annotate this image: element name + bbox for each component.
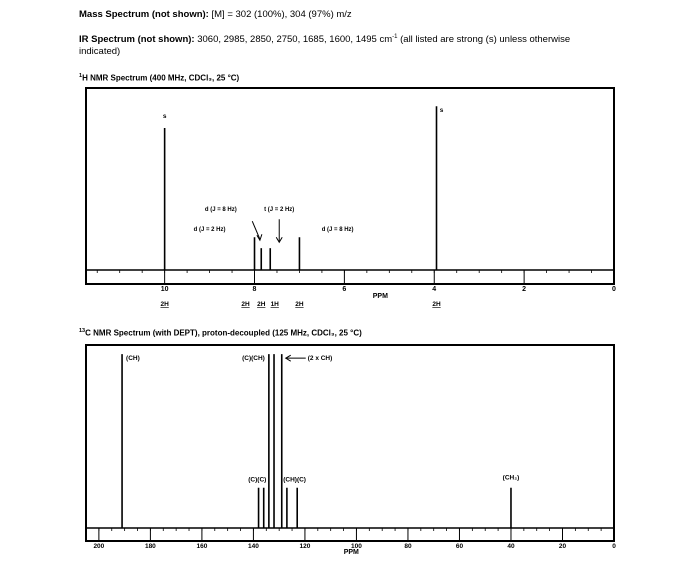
ir-note: (all listed are strong (s) unless otherwise: [397, 34, 571, 46]
ir-spectrum-label: IR Spectrum (not shown):: [79, 34, 195, 46]
hnmr-tick-label: 0: [612, 286, 616, 293]
cnmr-tick-label: 120: [299, 543, 311, 550]
hnmr-integration: 2H: [432, 301, 441, 308]
cnmr-peak-annotation: (CH)(C): [283, 476, 306, 484]
cnmr-peak-annotation: (C)(CH): [242, 355, 265, 363]
hnmr-peak-annotation: d (J = 8 Hz): [321, 227, 354, 234]
cnmr-tick-label: 140: [247, 543, 259, 550]
ir-superscript: -1: [392, 34, 398, 40]
hnmr-axis-label: PPM: [372, 293, 388, 300]
mass-spectrum-value: [M] = 302 (100%), 304 (97%) m/z: [211, 9, 352, 20]
cnmr-frame: [86, 345, 614, 541]
mass-spectrum-label: Mass Spectrum (not shown):: [79, 9, 209, 20]
cnmr-axis-label: PPM: [343, 549, 359, 556]
hnmr-integration: 2H: [241, 301, 250, 308]
hnmr-integration: 2H: [257, 301, 266, 308]
hnmr-peak-annotation: d (J = 2 Hz): [193, 227, 226, 234]
cnmr-peak-annotation: (C)(C): [248, 476, 267, 484]
cnmr-title-superscript: 13: [79, 328, 86, 334]
cnmr-tick-label: 60: [455, 543, 464, 550]
cnmr-peak-annotation: (CH₂): [502, 474, 520, 482]
cnmr-tick-label: 40: [507, 543, 515, 550]
cnmr-tick-label: 100: [351, 543, 362, 550]
hnmr-annotation-arrow: [252, 221, 260, 239]
hnmr-integration: 2H: [160, 301, 169, 308]
cnmr-tick-label: 160: [196, 543, 208, 550]
hnmr-tick-label: 4: [432, 286, 437, 293]
cnmr-peak-annotation: (2 x CH): [307, 355, 333, 363]
ir-spectrum-values: 3060, 2985, 2850, 2750, 1685, 1600, 1495 cm: [197, 34, 393, 46]
cnmr-tick-label: 200: [93, 543, 105, 550]
hnmr-integration: 1H: [270, 301, 279, 308]
hnmr-tick-label: 2: [522, 286, 527, 293]
hnmr-integration: 2H: [295, 301, 304, 308]
cnmr-tick-label: 0: [612, 543, 616, 550]
hnmr-peak-annotation: d (J = 8 Hz): [204, 207, 237, 214]
hnmr-tick-label: 10: [160, 286, 169, 293]
cnmr-title-text: C NMR Spectrum (with DEPT), proton-decoupled (125 MHz, CDCl₃, 25 °C): [85, 328, 362, 338]
ir-note-continued: indicated): [79, 46, 121, 57]
cnmr-tick-label: 20: [558, 543, 567, 550]
hnmr-tick-label: 6: [342, 286, 347, 293]
hnmr-peak-annotation: s: [439, 107, 444, 115]
hnmr-peak-annotation: s: [162, 113, 167, 121]
cnmr-tick-label: 180: [144, 543, 156, 550]
cnmr-peak-annotation: (CH): [126, 355, 140, 363]
hnmr-title-text: H NMR Spectrum (400 MHz, CDCl₃, 25 °C): [82, 73, 240, 83]
hnmr-tick-label: 8: [252, 286, 257, 293]
cnmr-tick-label: 80: [404, 543, 412, 550]
hnmr-peak-annotation: t (J = 2 Hz): [264, 207, 295, 214]
hnmr-title-superscript: 1: [79, 73, 83, 79]
